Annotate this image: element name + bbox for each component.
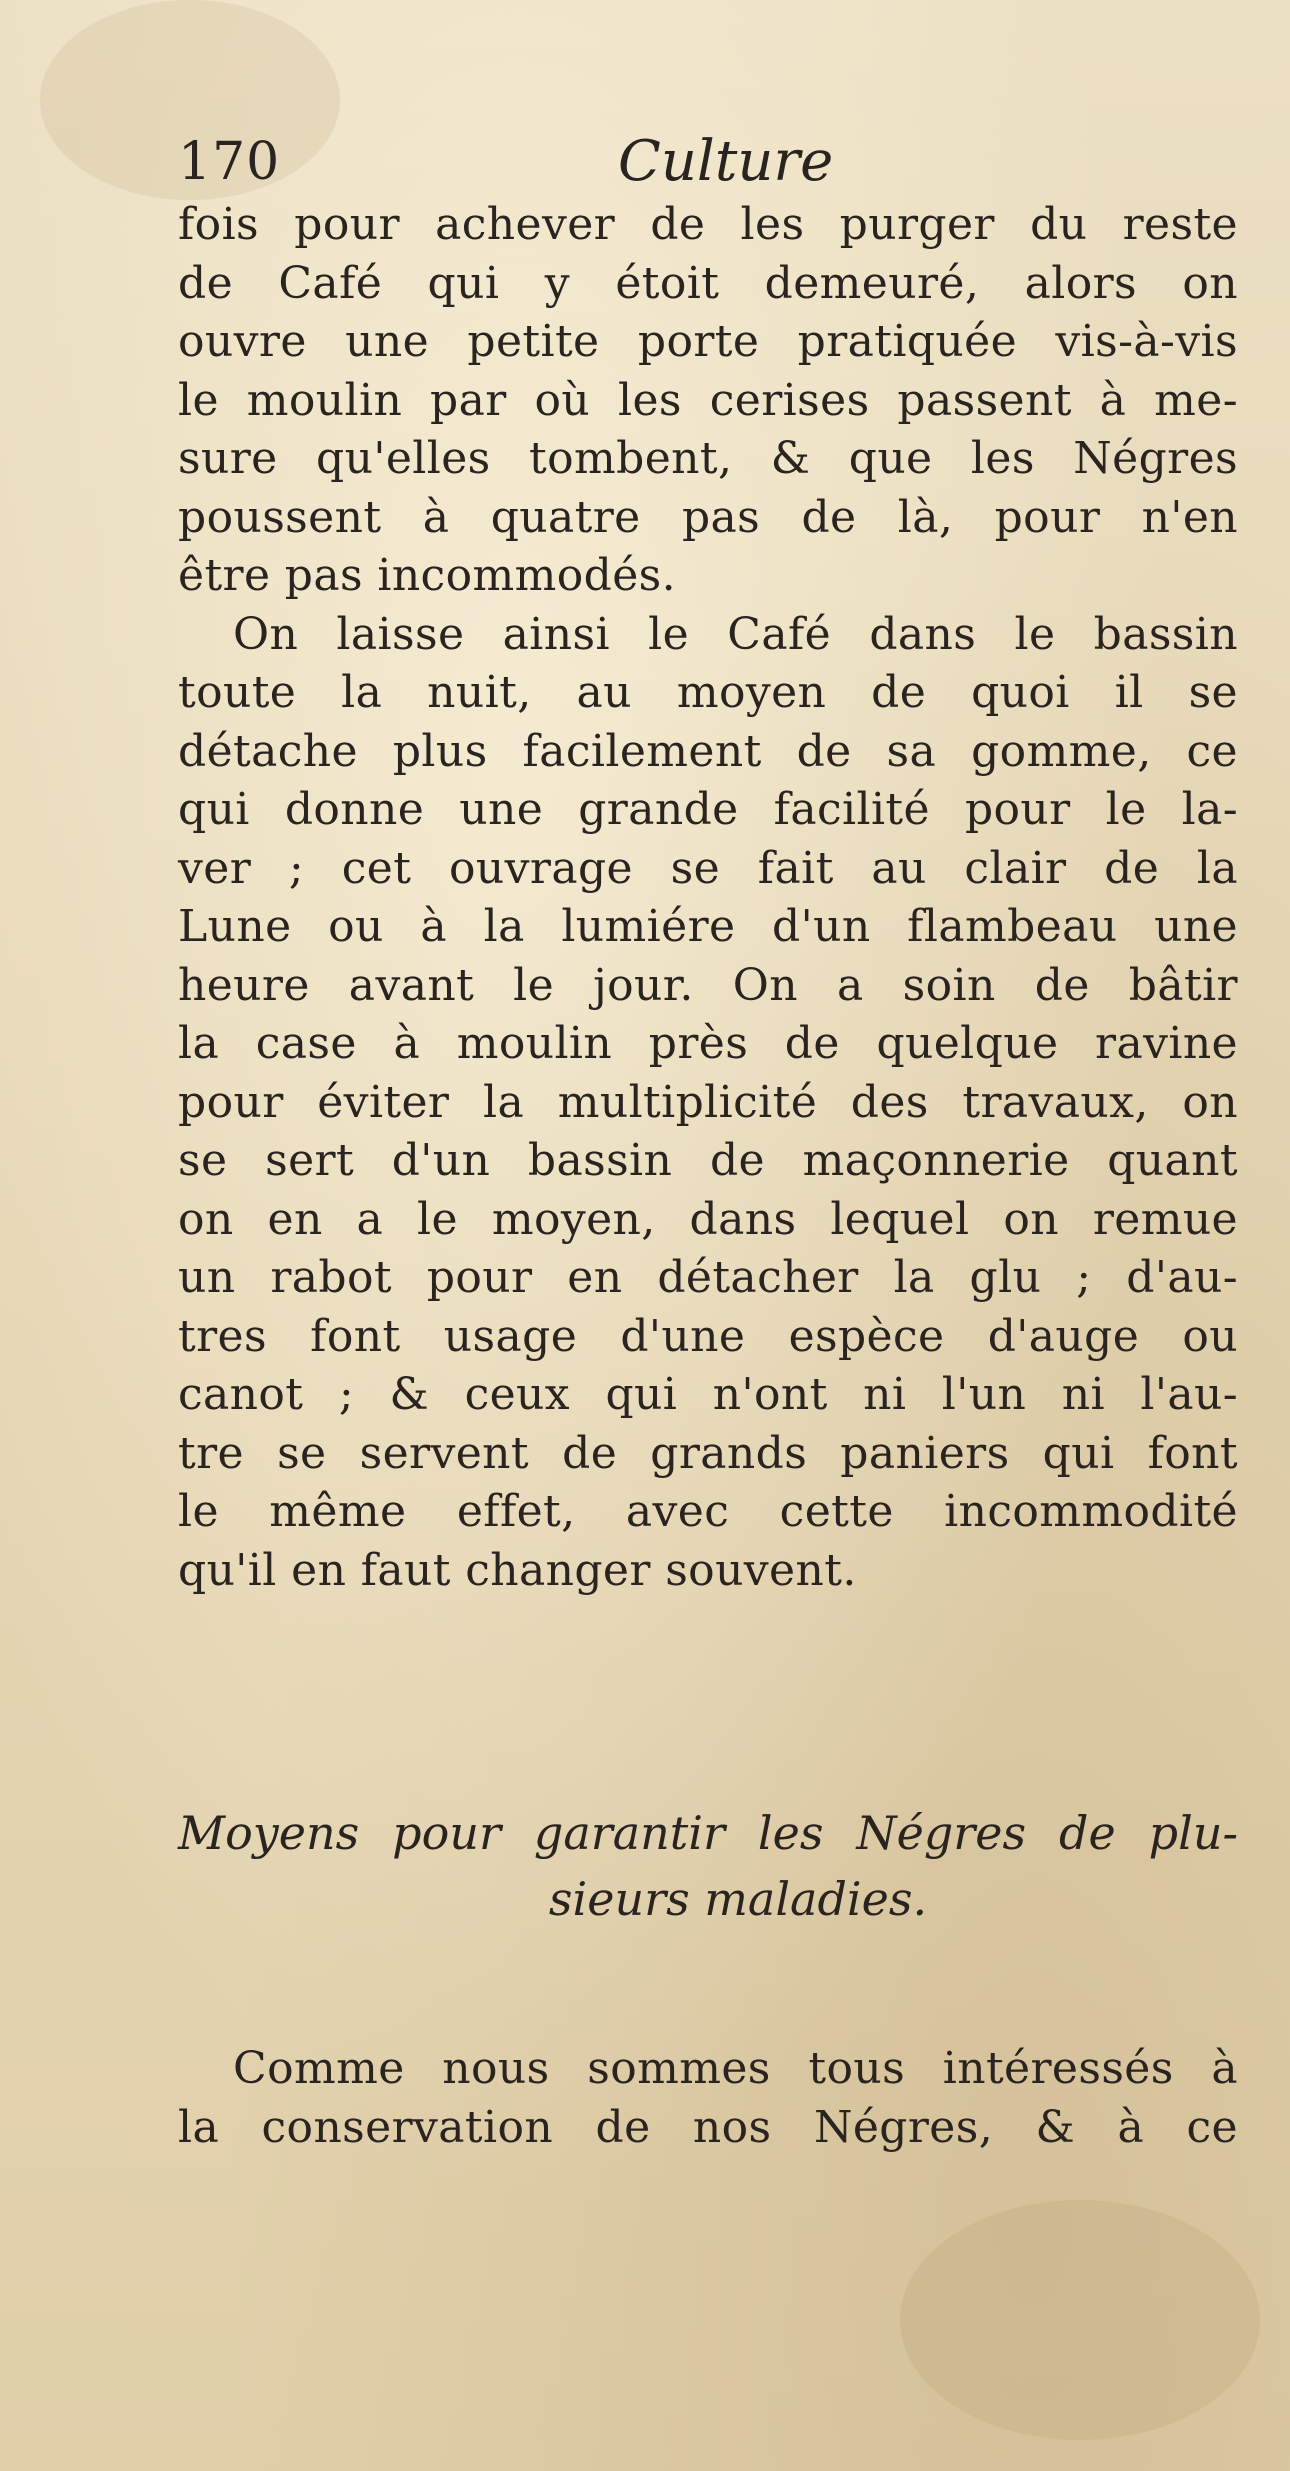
text-line: poussent à quatre pas de là, pour n'en [178,491,1238,543]
text-line: qu'il en faut changer souvent. [178,1544,857,1596]
body-text [178,196,1238,1600]
text-line: on en a le moyen, dans lequel on remue [178,1193,1238,1245]
text-line: fois pour achever de les purger du reste [178,199,1238,250]
section-body-text [178,2040,1238,2157]
text-line: être pas incommodés. [178,550,676,601]
text-line: sure qu'elles tombent, & que les Négres [178,433,1238,484]
paper-stain [900,2200,1260,2440]
section-heading [178,1800,1238,1932]
text-line: tres font usage d'une espèce d'auge ou [178,1310,1238,1362]
section-heading-line: Moyens pour garantir les Négres de plu- [178,1806,1238,1860]
paragraph-first-line: On laisse ainsi le Café dans le bassin [233,608,1238,660]
text-line: le moulin par où les cerises passent à me- [178,374,1238,426]
text-line: qui donne une grande facilité pour le la- [178,784,1238,835]
text-line: la conservation de nos Négres, & à ce [178,2101,1238,2153]
text-line: tre se servent de grands paniers qui font [178,1427,1238,1479]
text-line: le même effet, avec cette incommodité [178,1486,1238,1537]
text-line: Lune ou à la lumiére d'un flambeau une [178,901,1238,952]
paragraph-first-line: Comme nous sommes tous intéressés à [233,2043,1238,2094]
page-number: 170 [178,132,281,192]
text-line: toute la nuit, au moyen de quoi il se [178,667,1238,718]
text-line: de Café qui y étoit demeuré, alors on [178,257,1238,309]
page-header [178,129,1238,194]
text-line: ouvre une petite porte pratiquée vis-à-vis [178,316,1238,367]
text-line: ver ; cet ouvrage se fait au clair de la [178,842,1238,894]
text-line: canot ; & ceux qui n'ont ni l'un ni l'au- [178,1369,1238,1420]
text-line: se sert d'un bassin de maçonnerie quant [178,1135,1238,1186]
running-head: Culture [618,129,834,194]
text-line: détache plus facilement de sa gomme, ce [178,725,1238,777]
text-line: la case à moulin près de quelque ravine [178,1018,1238,1069]
text-line: un rabot pour en détacher la glu ; d'au- [178,1252,1238,1303]
text-line: pour éviter la multiplicité des travaux, on [178,1076,1238,1128]
text-line: heure avant le jour. On a soin de bâtir [178,959,1238,1011]
section-heading-line: sieurs maladies. [548,1872,928,1926]
